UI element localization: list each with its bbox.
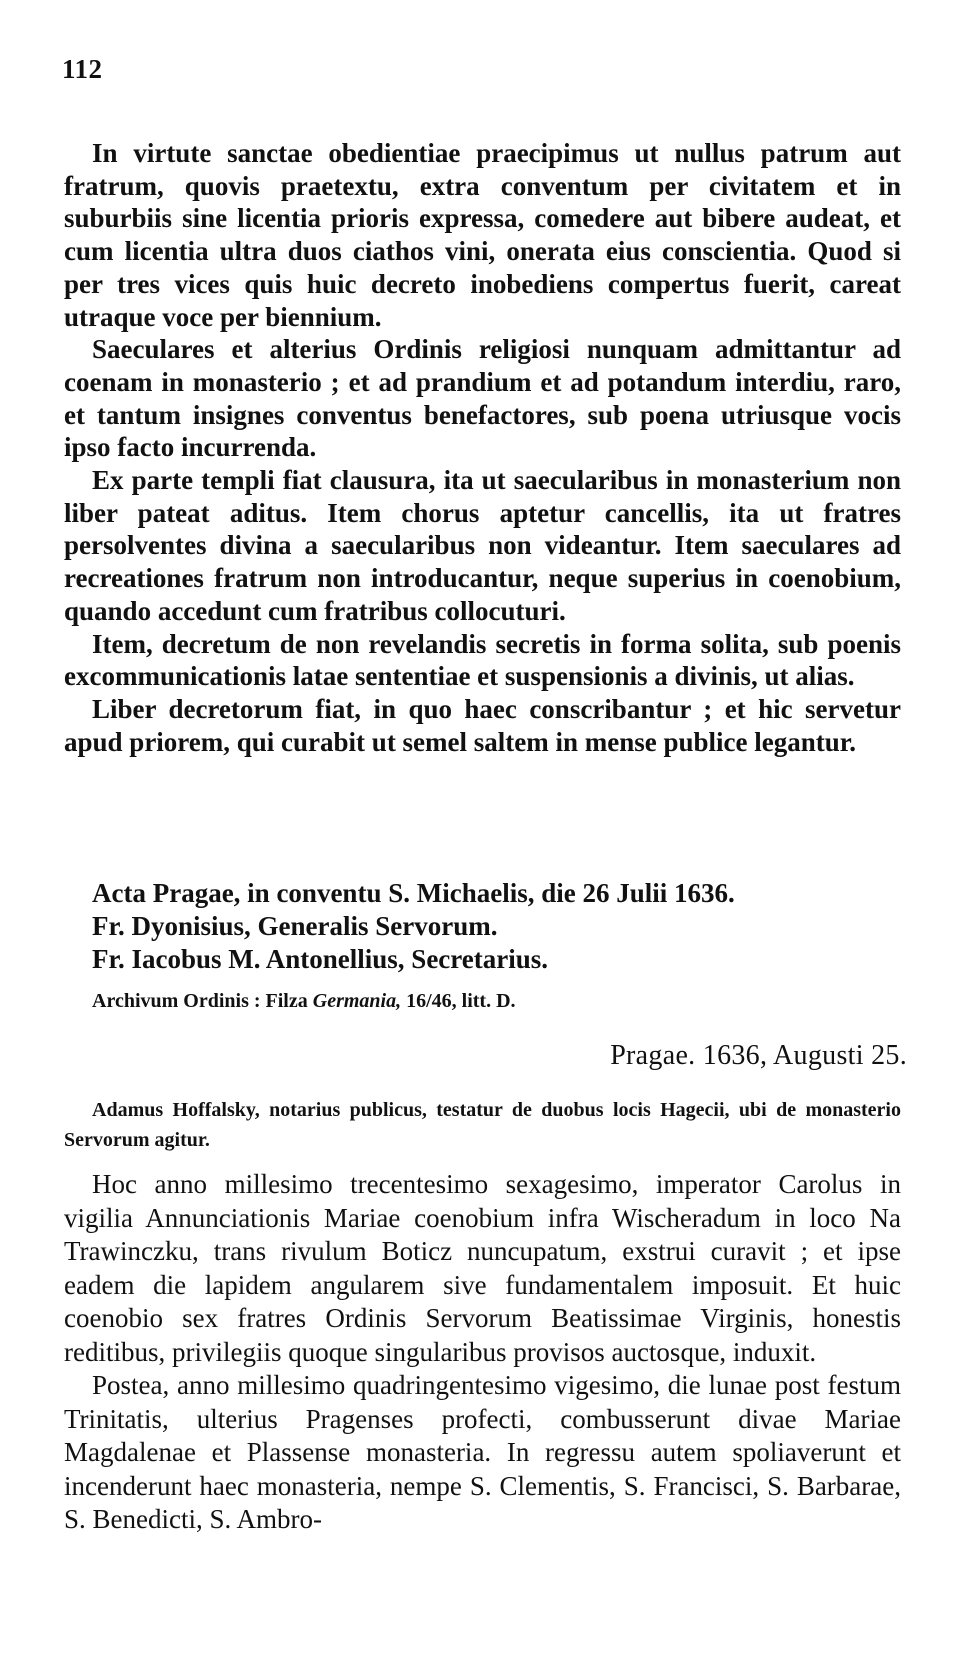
date-heading: Pragae. 1636, Augusti 25. [610,1040,907,1071]
document-summary: Adamus Hoffalsky, notarius publicus, testatur de duobus locis Hagecii, ubi de monasterio Servorum agitur. [64,1099,901,1151]
document-body [64,1168,901,1537]
archive-source [92,990,516,1013]
source-italic: Germania, [312,990,402,1012]
decree-paragraph: Liber decretorum fiat, in quo haec conscribantur ; et hic servetur apud priorem, qui curabit ut semel saltem in mense publice legantur. [64,693,901,757]
decree-paragraph: Saeculares et alterius Ordinis religiosi nunquam admittantur ad coenam in monasterio ; et ad prandium et ad potandum interdiu, raro, et tantum insignes conventus benefactores, sub poena utriusque vocis ipso facto incurrenda. [64,334,901,463]
body-paragraph: Postea, anno millesimo quadringentesimo vigesimo, die lunae post festum Trinitatis, ulterius Pragenses profecti, combusserunt divae Mariae Magdalenae et Plassense monasteria. In regressu autem spoliaverunt et incenderunt haec monasteria, nempe S. Clementis, S. Francisci, S. Barbarae, S. Benedicti, S. Ambro- [64,1370,901,1534]
decree-paragraph: In virtute sanctae obedientiae praecipimus ut nullus patrum aut fratrum, quovis praetextu, extra conventum per civitatem et in suburbiis sine licentia prioris expressa, comedere aut bibere audeat, et cum licentia ultra duos ciathos vini, onerata eius conscientia. Quod si per tres vices quis huic decreto inobediens compertus fuerit, careat utraque voce per biennium. [64,138,901,332]
source-prefix: Archivum Ordinis : Filza [92,990,313,1012]
signer-line: Fr. Dyonisius, Generalis Servorum. [92,911,498,941]
decree-text [64,137,901,758]
body-paragraph: Hoc anno millesimo trecentesimo sexagesimo, imperator Carolus in vigilia Annunciationis Mariae coenobium infra Wischeradum in loco Na Trawinczku, trans rivulum Boticz nuncupatum, exstrui curavit ; et ipse eadem die lapidem angularem sive fundamentalem imposuit. Et huic coenobio sex fratres Ordinis Servorum Beatissimae Virginis, honestis reditibus, privilegiis quoque singularibus provisos auctosque, induxit. [64,1169,901,1367]
acta-line: Acta Pragae, in conventu S. Michaelis, die 26 Julii 1636. [92,878,735,908]
source-suffix: 16/46, litt. D. [401,990,516,1012]
page-number: 112 [62,54,103,84]
decree-paragraph: Item, decretum de non revelandis secretis in forma solita, sub poenis excommunicationis latae sententiae et suspensionis a divinis, ut alias. [64,628,901,692]
decree-paragraph: Ex parte templi fiat clausura, ita ut saecularibus in monasterium non liber pateat aditus. Item chorus aptetur cancellis, ita ut fratres persolventes divina a saecularibus non videantur. Item saeculares ad recreationes fratrum non introducantur, neque superius in coenobium, quando accedunt cum fratribus collocuturi. [64,465,901,626]
secretary-line: Fr. Iacobus M. Antonellius, Secretarius. [92,944,549,974]
